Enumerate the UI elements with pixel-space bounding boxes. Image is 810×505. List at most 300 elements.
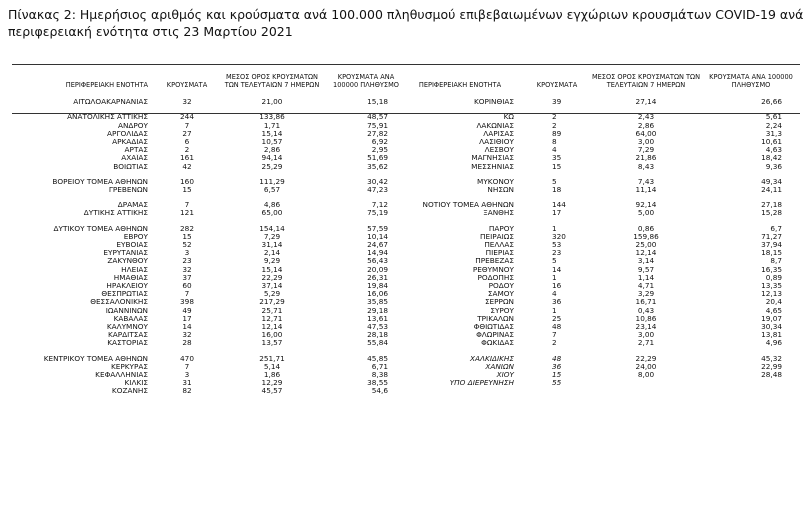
left-cases-cell: 42 — [182, 162, 192, 171]
right-cases-cell: 36 — [552, 298, 562, 307]
left-per-100k-cell: 2,95 — [371, 146, 388, 155]
table-row — [12, 138, 800, 146]
left-per-100k-cell: 54,6 — [371, 387, 388, 396]
left-unit-name-cell: ΑΡΚΑΔΙΑΣ — [112, 138, 148, 146]
table-row — [12, 323, 800, 331]
left-cases-cell: 28 — [182, 339, 192, 348]
right-unit-name-cell: ΦΩΚΙΔΑΣ — [481, 339, 514, 348]
right-unit-name-cell: ΝΗΣΩΝ — [487, 186, 514, 195]
right-per-100k-cell: 27,18 — [761, 201, 782, 210]
right-cases-cell: 15 — [552, 371, 562, 380]
left-cases-cell: 7 — [184, 362, 190, 371]
right-unit-name-cell: ΛΕΣΒΟΥ — [484, 146, 514, 155]
header-bottom-rule — [12, 113, 800, 114]
left-avg-7d-cell: 12,29 — [261, 379, 283, 388]
right-avg-7d-cell: 8,43 — [637, 162, 655, 171]
left-unit-name-cell: ΒΟΡΕΙΟΥ ΤΟΜΕΑ ΑΘΗΝΩΝ — [52, 177, 148, 186]
left-avg-7d-cell: 7,29 — [263, 232, 281, 241]
table-row — [12, 233, 800, 241]
left-unit-name-cell: ΑΡΓΟΛΙΔΑΣ — [107, 129, 148, 138]
left-per-100k-cell: 75,19 — [367, 209, 388, 218]
table-row — [12, 379, 800, 387]
left-avg-7d-cell: 13,57 — [261, 339, 283, 348]
right-avg-7d-cell: 11,14 — [635, 186, 657, 195]
right-unit-name-cell: ΜΕΣΣΗΝΙΑΣ — [471, 162, 514, 171]
left-avg-7d-cell: 65,00 — [261, 209, 283, 218]
left-unit-name-cell: ΕΒΡΟΥ — [123, 232, 148, 241]
right-avg-7d-cell: 12,14 — [635, 249, 657, 258]
right-unit-name-cell: ΠΕΙΡΑΙΩΣ — [480, 232, 514, 241]
left-cases-cell: 17 — [182, 314, 192, 323]
right-unit-name-cell: ΡΟΔΟΥ — [488, 282, 514, 291]
right-avg-7d-cell: 22,29 — [635, 354, 657, 363]
left-unit-name-cell: ΚΙΛΚΙΣ — [124, 379, 148, 388]
right-cases-cell: 2 — [552, 121, 557, 130]
right-avg-7d-cell: 7,29 — [637, 146, 655, 155]
col-header-per100k: ΚΡΟΥΣΜΑΤΑ ΑΝΑ 100000 ΠΛΗΘΥΣΜΟ — [333, 74, 399, 89]
left-unit-name-cell: ΗΜΑΘΙΑΣ — [113, 273, 148, 282]
table-row — [12, 163, 800, 171]
row-spacer — [12, 194, 800, 201]
left-cases-cell: 7 — [184, 121, 190, 130]
col-header-cases: ΚΡΟΥΣΜΑΤΑ — [166, 80, 208, 89]
left-unit-name-cell: ΑΧΑΪΑΣ — [121, 154, 148, 163]
left-cases-cell: 31 — [182, 379, 192, 388]
left-avg-7d-cell: 217,29 — [259, 298, 285, 307]
left-avg-7d-cell: 111,29 — [259, 177, 285, 186]
right-avg-7d-cell: 2,86 — [637, 121, 655, 130]
right-unit-name-cell: ΠΑΡΟΥ — [488, 224, 514, 233]
right-cases-cell: 7 — [552, 331, 557, 340]
table-row — [12, 201, 800, 209]
left-per-100k-cell: 57,59 — [367, 224, 388, 233]
left-avg-7d-cell: 10,57 — [261, 138, 283, 146]
right-cases-cell: 48 — [552, 323, 562, 332]
table-row — [12, 209, 800, 217]
right-per-100k-cell: 4,63 — [765, 146, 782, 155]
right-per-100k-cell: 2,24 — [765, 121, 782, 130]
right-cases-cell: 48 — [552, 354, 562, 363]
left-avg-7d-cell: 21,00 — [261, 97, 283, 107]
left-avg-7d-cell: 25,29 — [261, 162, 283, 171]
left-per-100k-cell: 13,61 — [367, 314, 388, 323]
table-row — [12, 178, 800, 186]
right-unit-name-cell: ΚΩ — [503, 113, 514, 122]
table-body — [12, 92, 800, 396]
right-cases-cell: 35 — [552, 154, 562, 163]
left-cases-cell: 52 — [182, 241, 192, 250]
left-unit-name-cell: ΚΑΛΥΜΝΟΥ — [106, 323, 148, 332]
right-per-100k-cell: 10,61 — [761, 138, 782, 146]
left-per-100k-cell: 35,85 — [367, 298, 388, 307]
right-per-100k-cell: 30,34 — [761, 323, 782, 332]
right-unit-name-cell: ΦΛΩΡΙΝΑΣ — [476, 331, 514, 340]
left-cases-cell: 32 — [182, 97, 192, 107]
right-per-100k-cell: 13,81 — [761, 331, 782, 340]
left-per-100k-cell: 28,18 — [367, 331, 388, 340]
table-row — [12, 92, 800, 106]
left-unit-name-cell: ΚΑΣΤΟΡΙΑΣ — [107, 339, 148, 348]
right-avg-7d-cell: 24,00 — [635, 362, 657, 371]
table-row — [12, 355, 800, 363]
right-per-100k-cell: 28,48 — [761, 371, 782, 380]
right-avg-7d-cell: 2,71 — [637, 339, 655, 348]
right-avg-7d-cell: 0,43 — [637, 306, 655, 315]
left-avg-7d-cell: 154,14 — [259, 224, 285, 233]
right-unit-name-cell: ΠΡΕΒΕΖΑΣ — [475, 257, 514, 266]
left-cases-cell: 3 — [184, 371, 190, 380]
left-avg-7d-cell: 1,86 — [263, 371, 281, 380]
left-avg-7d-cell: 251,71 — [259, 354, 285, 363]
right-unit-name-cell: ΤΡΙΚΑΛΩΝ — [477, 314, 514, 323]
right-cases-cell: 89 — [552, 129, 562, 138]
left-per-100k-cell: 75,91 — [367, 121, 388, 130]
right-unit-name-cell: ΠΙΕΡΙΑΣ — [485, 249, 514, 258]
header-top-rule — [12, 64, 800, 65]
left-per-100k-cell: 10,14 — [367, 232, 388, 241]
right-avg-7d-cell: 7,43 — [637, 177, 655, 186]
right-unit-name-cell: ΣΥΡΟΥ — [490, 306, 514, 315]
right-per-100k-cell: 9,36 — [765, 162, 782, 171]
left-unit-name-cell: ΓΡΕΒΕΝΩΝ — [108, 186, 148, 195]
right-per-100k-cell: 5,61 — [765, 113, 782, 122]
left-per-100k-cell: 19,84 — [367, 282, 388, 291]
right-cases-cell: 16 — [552, 282, 562, 291]
table-row — [12, 387, 800, 395]
right-cases-cell: 4 — [552, 290, 557, 299]
left-cases-cell: 23 — [182, 257, 192, 266]
left-cases-cell: 37 — [182, 273, 192, 282]
table-row — [12, 315, 800, 323]
right-cases-cell: 53 — [552, 241, 562, 250]
right-cases-cell: 5 — [552, 257, 557, 266]
col-header-unit: ΠΕΡΙΦΕΡΕΙΑΚΗ ΕΝΟΤΗΤΑ — [65, 80, 148, 89]
table-row — [12, 113, 800, 121]
right-cases-cell: 1 — [552, 306, 557, 315]
left-per-100k-cell: 16,06 — [367, 290, 388, 299]
right-cases-cell: 2 — [552, 339, 557, 348]
table-row — [12, 371, 800, 379]
left-unit-name-cell: ΒΟΙΩΤΙΑΣ — [113, 162, 148, 171]
left-cases-cell: 6 — [184, 138, 190, 146]
right-unit-name-cell: ΧΙΟΥ — [496, 371, 514, 380]
right-cases-cell: 18 — [552, 186, 562, 195]
col-header-per100k-right: ΚΡΟΥΣΜΑΤΑ ΑΝΑ 100000 ΠΛΗΘΥΣΜΟ — [709, 74, 793, 89]
table-row — [12, 130, 800, 138]
left-avg-7d-cell: 12,14 — [261, 323, 283, 332]
left-avg-7d-cell: 2,86 — [263, 146, 281, 155]
spacer-cell — [12, 194, 800, 201]
right-per-100k-cell: 24,11 — [761, 186, 782, 195]
right-per-100k-cell: 20,4 — [765, 298, 782, 307]
left-per-100k-cell: 7,12 — [371, 201, 388, 210]
right-avg-7d-cell: 9,57 — [637, 265, 655, 274]
right-unit-name-cell: ΦΘΙΩΤΙΔΑΣ — [473, 323, 514, 332]
left-per-100k-cell: 35,62 — [367, 162, 388, 171]
left-per-100k-cell: 27,82 — [367, 129, 388, 138]
table-row — [12, 154, 800, 162]
right-per-100k-cell — [702, 379, 800, 387]
right-avg-7d-cell: 21,86 — [635, 154, 657, 163]
right-cases-cell: 36 — [552, 362, 562, 371]
left-unit-name-cell: ΚΕΡΚΥΡΑΣ — [110, 362, 148, 371]
right-per-100k-cell: 8,7 — [770, 257, 782, 266]
table-row — [12, 146, 800, 154]
table-row — [12, 363, 800, 371]
right-avg-7d-cell: 1,14 — [637, 273, 655, 282]
left-avg-7d-cell: 22,29 — [261, 273, 283, 282]
right-avg-7d-cell: 0,86 — [637, 224, 655, 233]
right-per-100k-cell: 15,28 — [761, 209, 782, 218]
right-cases-cell: 4 — [552, 146, 557, 155]
right-unit-name-cell: ΧΑΛΚΙΔΙΚΗΣ — [470, 354, 514, 363]
right-unit-name-cell: ΡΟΔΟΠΗΣ — [477, 273, 514, 282]
right-cases-cell: 55 — [552, 379, 562, 388]
header-row — [12, 74, 800, 92]
left-per-100k-cell: 24,67 — [367, 241, 388, 250]
left-avg-7d-cell: 37,14 — [261, 282, 283, 291]
left-per-100k-cell: 15,18 — [367, 97, 388, 107]
table-row — [12, 290, 800, 298]
right-avg-7d-cell: 3,00 — [637, 138, 655, 146]
right-per-100k-cell: 0,89 — [765, 273, 782, 282]
right-per-100k-cell: 19,07 — [761, 314, 782, 323]
left-per-100k-cell: 6,71 — [371, 362, 388, 371]
left-unit-name-cell: ΑΙΤΩΛΟΑΚΑΡΝΑΝΙΑΣ — [73, 97, 148, 107]
spacer-cell — [12, 348, 800, 355]
right-per-100k-cell: 49,34 — [761, 177, 782, 186]
right-per-100k-cell: 45,32 — [761, 354, 782, 363]
left-cases-cell: 14 — [182, 323, 192, 332]
table-row — [12, 122, 800, 130]
left-per-100k-cell: 29,18 — [367, 306, 388, 315]
left-avg-7d-cell: 16,00 — [261, 331, 283, 340]
left-cases-cell: 470 — [180, 354, 194, 363]
right-unit-name-cell: ΧΑΝΙΩΝ — [485, 362, 514, 371]
left-unit-name-cell: ΑΡΤΑΣ — [124, 146, 148, 155]
left-unit-name-cell: ΑΝΑΤΟΛΙΚΗΣ ΑΤΤΙΚΗΣ — [67, 113, 148, 122]
right-cases-cell: 25 — [552, 314, 562, 323]
table-row — [12, 274, 800, 282]
right-per-100k-cell: 18,15 — [761, 249, 782, 258]
right-cases-cell: 39 — [552, 97, 562, 107]
left-unit-name-cell: ΔΥΤΙΚΗΣ ΑΤΤΙΚΗΣ — [83, 209, 148, 218]
left-avg-7d-cell: 4,86 — [263, 201, 281, 210]
table-row — [12, 339, 800, 347]
right-avg-7d-cell: 16,71 — [635, 298, 657, 307]
left-per-100k-cell: 38,55 — [367, 379, 388, 388]
right-cases-cell: 144 — [552, 201, 566, 210]
table-row — [12, 186, 800, 194]
right-per-100k-cell: 18,42 — [761, 154, 782, 163]
right-cases-cell: 17 — [552, 209, 562, 218]
right-unit-name-cell: ΛΑΡΙΣΑΣ — [483, 129, 514, 138]
left-per-100k-cell: 30,42 — [367, 177, 388, 186]
left-avg-7d-cell: 6,57 — [263, 186, 281, 195]
right-avg-7d-cell: 10,86 — [635, 314, 657, 323]
right-unit-name-cell: ΣΑΜΟΥ — [487, 290, 514, 299]
left-cases-cell: 32 — [182, 265, 192, 274]
right-per-100k-cell: 16,35 — [761, 265, 782, 274]
right-unit-name-cell: ΛΑΣΙΘΙΟΥ — [479, 138, 514, 146]
right-per-100k-cell: 4,96 — [765, 339, 782, 348]
left-avg-7d-cell: 5,14 — [263, 362, 281, 371]
left-cases-cell: 2 — [184, 146, 190, 155]
left-unit-name-cell: ΚΑΒΑΛΑΣ — [113, 314, 148, 323]
right-avg-7d-cell: 159,86 — [633, 232, 659, 241]
left-cases-cell: 27 — [182, 129, 192, 138]
right-avg-7d-cell: 25,00 — [635, 241, 657, 250]
left-cases-cell: 32 — [182, 331, 192, 340]
left-per-100k-cell: 14,94 — [367, 249, 388, 258]
right-avg-7d-cell: 8,00 — [637, 371, 655, 380]
left-per-100k-cell: 8,38 — [371, 371, 388, 380]
table-row — [12, 241, 800, 249]
right-avg-7d-cell: 2,43 — [637, 113, 655, 122]
left-cases-cell: 160 — [180, 177, 194, 186]
left-cases-cell: 7 — [184, 201, 190, 210]
left-per-100k-cell: 26,31 — [367, 273, 388, 282]
left-cases-cell: 161 — [180, 154, 194, 163]
left-per-100k-cell: 47,53 — [367, 323, 388, 332]
left-avg-7d-cell: 9,29 — [263, 257, 281, 266]
left-cases-cell: 82 — [182, 387, 192, 396]
left-unit-name-cell: ΚΑΡΔΙΤΣΑΣ — [108, 331, 148, 340]
left-avg-7d-cell: 133,86 — [259, 113, 285, 122]
right-unit-name-cell: ΡΕΘΥΜΝΟΥ — [472, 265, 514, 274]
table-title: Πίνακας 2: Ημερήσιος αριθμός και κρούσματα ανά 100.000 πληθυσμού επιβεβαιωμένων εγχώριων κρουσμάτων COVID-19 ανά περιφερειακή ενότητα στις 23 Μαρτίου 2021 — [8, 7, 804, 39]
left-per-100k-cell: 56,43 — [367, 257, 388, 266]
right-per-100k-cell: 37,94 — [761, 241, 782, 250]
left-cases-cell: 244 — [180, 113, 194, 122]
left-per-100k-cell: 48,57 — [367, 113, 388, 122]
left-unit-name-cell: ΑΝΔΡΟΥ — [117, 121, 148, 130]
left-avg-7d-cell: 25,71 — [261, 306, 283, 315]
left-cases-cell: 15 — [182, 186, 192, 195]
right-cases-cell: 320 — [552, 232, 566, 241]
right-cases-cell: 2 — [552, 113, 557, 122]
right-per-100k-cell — [702, 387, 800, 395]
table-row — [12, 257, 800, 265]
right-avg-7d-cell: 3,14 — [637, 257, 655, 266]
left-avg-7d-cell: 15,14 — [261, 265, 283, 274]
right-unit-name-cell: ΚΟΡΙΝΘΙΑΣ — [473, 97, 514, 107]
right-cases-cell: 23 — [552, 249, 562, 258]
left-cases-cell: 60 — [182, 282, 192, 291]
right-cases-cell: 15 — [552, 162, 562, 171]
right-avg-7d-cell: 23,14 — [635, 323, 657, 332]
row-spacer — [12, 348, 800, 355]
right-cases-cell: 1 — [552, 273, 557, 282]
right-per-100k-cell: 6,7 — [770, 224, 782, 233]
right-avg-7d-cell: 3,29 — [637, 290, 655, 299]
left-unit-name-cell: ΕΥΒΟΙΑΣ — [116, 241, 148, 250]
left-unit-name-cell: ΗΡΑΚΛΕΙΟΥ — [106, 282, 148, 291]
right-unit-name-cell: ΥΠΟ ΔΙΕΡΕΥΝΗΣΗ — [449, 379, 514, 388]
left-cases-cell: 7 — [184, 290, 190, 299]
right-cases-cell — [524, 387, 590, 395]
right-per-100k-cell: 4,65 — [765, 306, 782, 315]
right-per-100k-cell: 26,66 — [761, 97, 782, 107]
col-header-avg-right: ΜΕΣΟΣ ΟΡΟΣ ΚΡΟΥΣΜΑΤΩΝ ΤΩΝ ΤΕΛΕΥΤΑΙΩΝ 7 ΗΜΕΡΩΝ — [591, 74, 701, 89]
right-cases-cell: 5 — [552, 177, 557, 186]
left-unit-name-cell: ΘΕΣΣΑΛΟΝΙΚΗΣ — [90, 298, 148, 307]
table-row — [12, 307, 800, 315]
right-cases-cell: 14 — [552, 265, 562, 274]
left-avg-7d-cell: 15,14 — [261, 129, 283, 138]
left-per-100k-cell: 55,84 — [367, 339, 388, 348]
right-unit-name-cell: ΜΑΓΝΗΣΙΑΣ — [471, 154, 514, 163]
left-unit-name-cell: ΗΛΕΙΑΣ — [121, 265, 148, 274]
left-avg-7d-cell: 94,14 — [261, 154, 283, 163]
right-avg-7d-cell — [590, 379, 702, 387]
table-row — [12, 225, 800, 233]
left-per-100k-cell: 51,69 — [367, 154, 388, 163]
table-row — [12, 282, 800, 290]
left-per-100k-cell: 45,85 — [367, 354, 388, 363]
right-avg-7d-cell — [590, 387, 702, 395]
left-unit-name-cell: ΚΕΝΤΡΙΚΟΥ ΤΟΜΕΑ ΑΘΗΝΩΝ — [43, 354, 148, 363]
right-per-100k-cell: 22,99 — [761, 362, 782, 371]
right-unit-name-cell — [406, 387, 524, 395]
right-unit-name-cell: ΠΕΛΛΑΣ — [484, 241, 514, 250]
spacer-cell — [12, 218, 800, 225]
col-header-cases-right: ΚΡΟΥΣΜΑΤΑ — [536, 80, 578, 89]
right-avg-7d-cell: 27,14 — [635, 97, 657, 107]
left-cases-cell: 3 — [184, 249, 190, 258]
left-cases-cell: 49 — [182, 306, 192, 315]
right-cases-cell: 8 — [552, 138, 557, 146]
left-unit-name-cell: ΔΥΤΙΚΟΥ ΤΟΜΕΑ ΑΘΗΝΩΝ — [53, 224, 148, 233]
left-avg-7d-cell: 1,71 — [263, 121, 281, 130]
right-per-100k-cell: 12,13 — [761, 290, 782, 299]
right-unit-name-cell: ΣΕΡΡΩΝ — [484, 298, 514, 307]
right-avg-7d-cell: 4,71 — [637, 282, 655, 291]
left-unit-name-cell: ΚΕΦΑΛΛΗΝΙΑΣ — [95, 371, 148, 380]
table-row — [12, 266, 800, 274]
right-avg-7d-cell: 64,00 — [635, 129, 657, 138]
right-avg-7d-cell: 3,00 — [637, 331, 655, 340]
left-per-100k-cell: 20,09 — [367, 265, 388, 274]
right-cases-cell: 1 — [552, 224, 557, 233]
left-unit-name-cell: ΙΩΑΝΝΙΝΩΝ — [105, 306, 148, 315]
table-row — [12, 298, 800, 306]
right-per-100k-cell: 71,27 — [761, 232, 782, 241]
right-unit-name-cell: ΛΑΚΩΝΙΑΣ — [476, 121, 514, 130]
col-header-avg: ΜΕΣΟΣ ΟΡΟΣ ΚΡΟΥΣΜΑΤΩΝ ΤΩΝ ΤΕΛΕΥΤΑΙΩΝ 7 ΗΜΕΡΩΝ — [224, 74, 320, 89]
left-avg-7d-cell: 31,14 — [261, 241, 283, 250]
left-unit-name-cell: ΔΡΑΜΑΣ — [117, 201, 148, 210]
table-row — [12, 331, 800, 339]
right-per-100k-cell: 31,3 — [765, 129, 782, 138]
right-avg-7d-cell: 5,00 — [637, 209, 655, 218]
left-avg-7d-cell: 5,29 — [263, 290, 281, 299]
row-spacer — [12, 171, 800, 178]
col-header-unit-right: ΠΕΡΙΦΕΡΕΙΑΚΗ ΕΝΟΤΗΤΑ — [418, 80, 502, 89]
left-cases-cell: 15 — [182, 232, 192, 241]
left-cases-cell: 121 — [180, 209, 194, 218]
right-unit-name-cell: ΝΟΤΙΟΥ ΤΟΜΕΑ ΑΘΗΝΩΝ — [422, 201, 514, 210]
left-per-100k-cell: 47,23 — [367, 186, 388, 195]
left-avg-7d-cell: 12,71 — [261, 314, 283, 323]
right-avg-7d-cell: 92,14 — [635, 201, 657, 210]
left-cases-cell: 398 — [180, 298, 194, 307]
left-unit-name-cell: ΕΥΡΥΤΑΝΙΑΣ — [103, 249, 148, 258]
cases-table — [12, 74, 800, 396]
row-spacer — [12, 218, 800, 225]
left-cases-cell: 282 — [180, 224, 194, 233]
table-row — [12, 249, 800, 257]
